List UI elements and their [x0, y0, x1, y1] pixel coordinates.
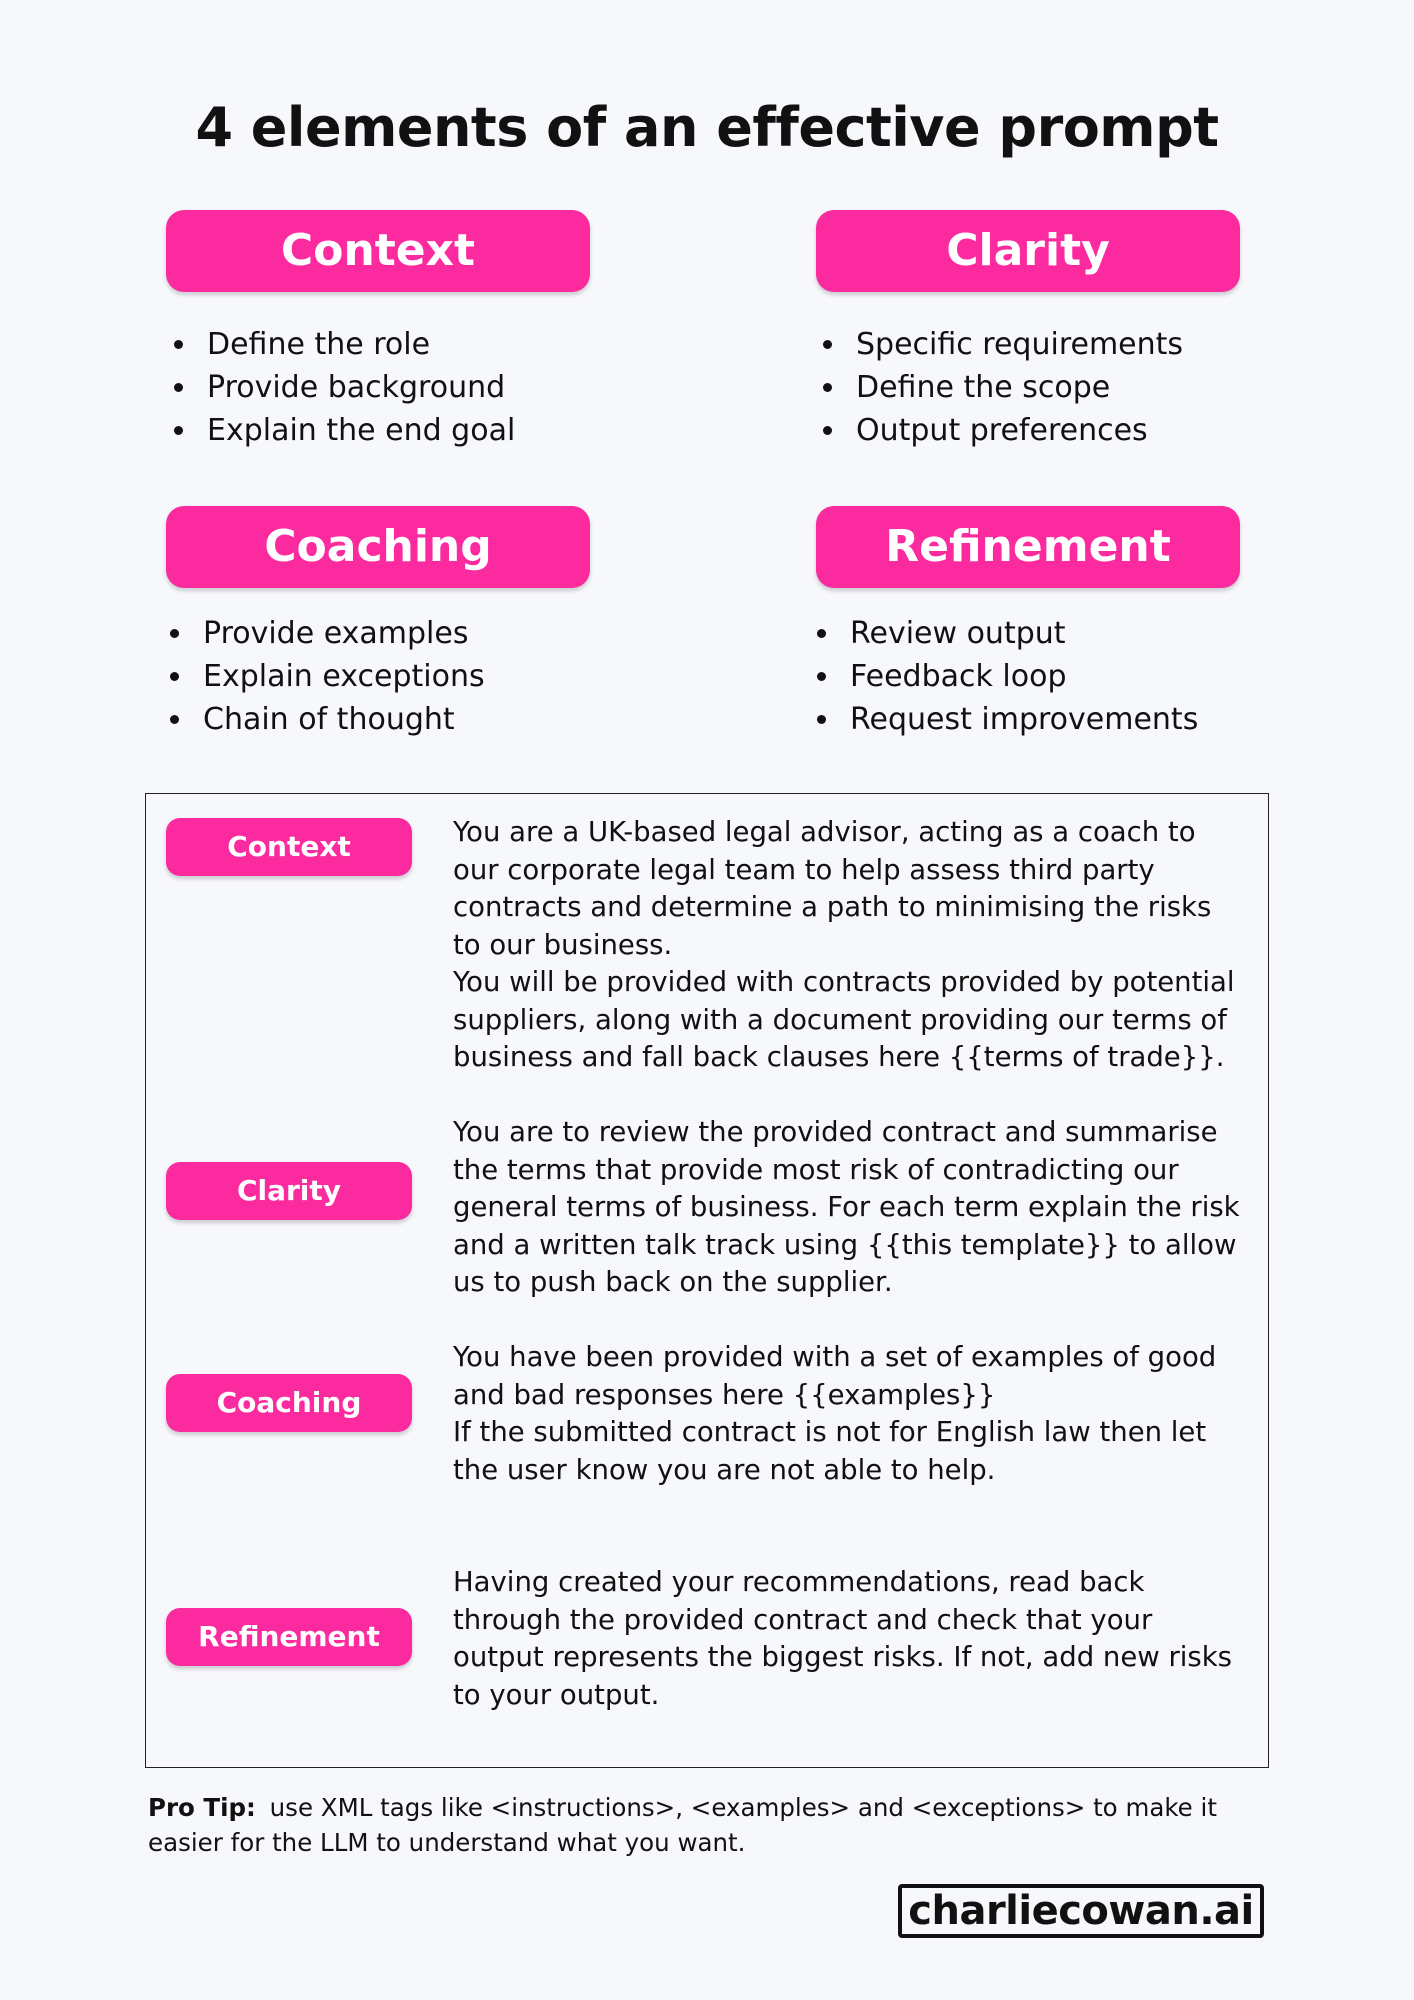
list-item: • Explain the end goal: [199, 409, 515, 452]
list-item: • Review output: [842, 612, 1198, 655]
list-item: • Request improvements: [842, 698, 1198, 741]
list-item: • Provide examples: [195, 612, 485, 655]
list-item: • Specific requirements: [848, 323, 1183, 366]
refinement-heading: Refinement: [816, 506, 1240, 588]
coaching-paragraph: You have been provided with a set of examples of good and bad responses here {{examples}}: [453, 1341, 1217, 1411]
clarity-list: [810, 323, 1183, 452]
example-prompt-box: [145, 793, 1269, 1768]
list-item: • Feedback loop: [842, 655, 1198, 698]
brand-logo: charliecowan.ai: [898, 1884, 1264, 1938]
list-item: • Define the scope: [848, 366, 1183, 409]
context-paragraph-2: You will be provided with contracts provided by potential suppliers, along with a document providing our terms of business and fall back clauses here {{terms of trade}}.: [453, 966, 1235, 1073]
pro-tip-text: use XML tags like <instructions>, <examples> and <exceptions> to make it easier for the LLM to understand what you want.: [148, 1793, 1217, 1857]
coaching-heading: Coaching: [166, 506, 590, 588]
coaching-label: Coaching: [166, 1374, 412, 1432]
refinement-paragraph: Having created your recommendations, read back through the provided contract and check that your output represents the biggest risks. If not, add new risks to your output.: [453, 1566, 1232, 1711]
coaching-paragraph-2: If the submitted contract is not for English law then let the user know you are not able to help.: [453, 1416, 1207, 1486]
page-title: 4 elements of an effective prompt: [195, 96, 1219, 159]
pro-tip: [148, 1790, 1278, 1860]
context-paragraph: You are a UK-based legal advisor, acting as a coach to our corporate legal team to help assess third party contracts and determine a path to minimising the risks to our business.: [453, 816, 1212, 961]
list-item: • Output preferences: [848, 409, 1183, 452]
coaching-list: [157, 612, 485, 741]
refinement-label: Refinement: [166, 1608, 412, 1666]
clarity-paragraph: You are to review the provided contract and summarise the terms that provide most risk of contradicting our general terms of business. For each term explain the risk and a written talk track using {{this template}} to allow us to push back on the supplier.: [453, 1116, 1240, 1298]
refinement-list: [804, 612, 1198, 741]
context-label: Context: [166, 818, 412, 876]
list-item: • Chain of thought: [195, 698, 485, 741]
context-list: [161, 323, 515, 452]
pro-tip-label: Pro Tip:: [148, 1793, 256, 1822]
list-item: • Provide background: [199, 366, 515, 409]
list-item: • Explain exceptions: [195, 655, 485, 698]
context-heading: Context: [166, 210, 590, 292]
list-item: • Define the role: [199, 323, 515, 366]
clarity-label: Clarity: [166, 1162, 412, 1220]
clarity-heading: Clarity: [816, 210, 1240, 292]
